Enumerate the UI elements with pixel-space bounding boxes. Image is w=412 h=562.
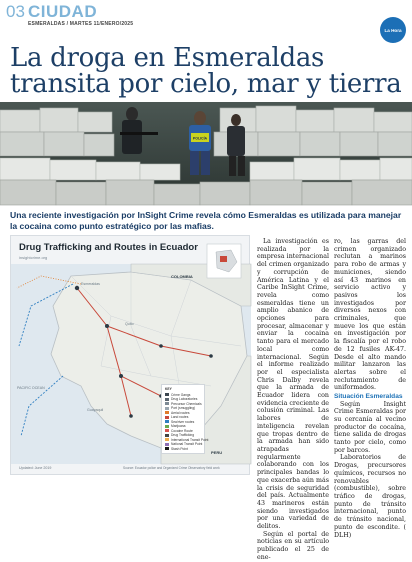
section-number: 03: [6, 2, 25, 21]
trafficking-map: [10, 235, 250, 475]
legend-swatch: [165, 434, 169, 437]
legend-label: Marijuana: [171, 424, 186, 428]
legend-swatch: [165, 429, 169, 432]
photo-caption: Una reciente investigación por InSight Crime revela cómo Esmeraldas es utilizada para manejar la cocaina como punto estratégico por las mafias.: [10, 210, 402, 231]
legend-swatch: [165, 443, 169, 446]
section-name: CIUDAD: [28, 2, 98, 21]
vest-text: POLICÍA: [192, 136, 208, 141]
paragraph: La investigación es realizada por la empresa internacional del crimen organizado y corrupción de América Latina y el Caribe InSight Crime, revela como esmeraldas tiene un amplio abanico de opciones para procesar, almacenar y enviar la cocaina tanto para el mercado local como internacional. Según el informe realizado por el especialista Chris Dalby revela que la armada de Ecuador lidera con evidencia creciente de colusión criminal. Las labores de inteligencia revelan que tropas dentro de la armada han sido atrapadas regularmente colaborando con los principales bandas lo que exacerba aún más la crisis de seguridad del país. Actualmente 43 marineros están siendo investigados por una variedad de delitos.: [257, 238, 330, 531]
legend-swatch: [165, 447, 169, 450]
legend-label: Crime Gangs: [171, 392, 191, 397]
map-label-quito: Quito: [125, 322, 134, 326]
section-subhead: Situación Esmeraldas: [334, 393, 403, 401]
legend-label: International Transit Point: [171, 437, 209, 442]
legend-swatch: [165, 407, 169, 410]
paragraph: Según Insight Crime Esmeraldas por su cercanía al vecino productor de cocaína, tiene salida de drogas tanto por cielo, como por barcos.: [334, 400, 406, 454]
section-dateline: ESMERALDAS / MARTES 11/ENERO/2025: [28, 21, 134, 27]
legend-label: Sea/river routes: [171, 419, 195, 424]
article-headline: La droga en Esmeraldas transita por cielo, mar y tierra: [10, 43, 402, 99]
paragraph: Laboratorios de Drogas, precursores químicos, recursos no renovables (combustible), sobre tráfico de drogas, punto de tránsito internacional, punto de tránsito nacional, punto de escondite. ( DLH): [334, 454, 406, 539]
legend-swatch: [165, 393, 169, 396]
map-label-guayaquil: Guayaquil: [87, 408, 104, 412]
article-column-1: [257, 238, 329, 562]
map-label-esmeraldas: Esmeraldas: [81, 282, 100, 286]
map-legend: [161, 384, 209, 454]
legend-swatch: [165, 411, 169, 414]
map-graphic: [11, 236, 251, 476]
article-column-2: [334, 238, 406, 539]
legend-heading: KEY: [165, 387, 172, 391]
legend-swatch: [165, 402, 169, 405]
paragraph: Según el portal de noticias en su artículo publicado el 25 de ene-: [257, 530, 329, 561]
legend-swatch: [165, 398, 169, 401]
legend-label: Drug Laboratories: [171, 397, 198, 401]
newspaper-logo[interactable]: [380, 17, 406, 43]
legend-label: Stash Point: [171, 446, 188, 451]
map-subtitle: insightcrime.org: [19, 255, 48, 260]
paragraph: ro, las garras del crimen organizado reclutan a marinos para robo de armas y municiones, siendo así 43 marinos en servicio activo y pasivos los investigados por diversos nexos con criminales, que mueve los que están en investigación por la fiscalía por el robo de 12 fusiles AK-47. Desde el alto mando militar lanzaron las alertas sobre el reclutamiento de uniformados.: [334, 238, 406, 392]
article-photo: [0, 102, 412, 205]
legend-swatch: [165, 416, 169, 419]
map-source: Source: Ecuador police and Organized Crime Observatory field work: [123, 466, 220, 470]
legend-label: Port (smuggling): [171, 406, 196, 410]
photo-illustration: [0, 102, 412, 205]
map-label-colombia: COLOMBIA: [171, 274, 193, 279]
legend-item: [165, 447, 201, 452]
legend-swatch: [165, 438, 169, 441]
legend-swatch: [165, 420, 169, 423]
legend-label: Aerial routes: [171, 410, 190, 415]
legend-label: Drug Trafficking: [171, 433, 195, 437]
logo-text: La Hora: [384, 27, 402, 33]
legend-label: Cocaine Route: [171, 428, 193, 433]
map-title: Drug Trafficking and Routes in Ecuador: [19, 242, 198, 253]
legend-swatch: [165, 425, 169, 428]
legend-label: Land routes: [171, 415, 189, 419]
legend-label: National Transit Point: [171, 442, 203, 446]
map-updated: Updated: June 2019: [19, 466, 52, 470]
legend-label: Precursor Chemicals: [171, 401, 202, 406]
map-label-peru: PERU: [211, 450, 223, 455]
map-label-pacific: PACIFIC OCEAN: [17, 386, 45, 390]
